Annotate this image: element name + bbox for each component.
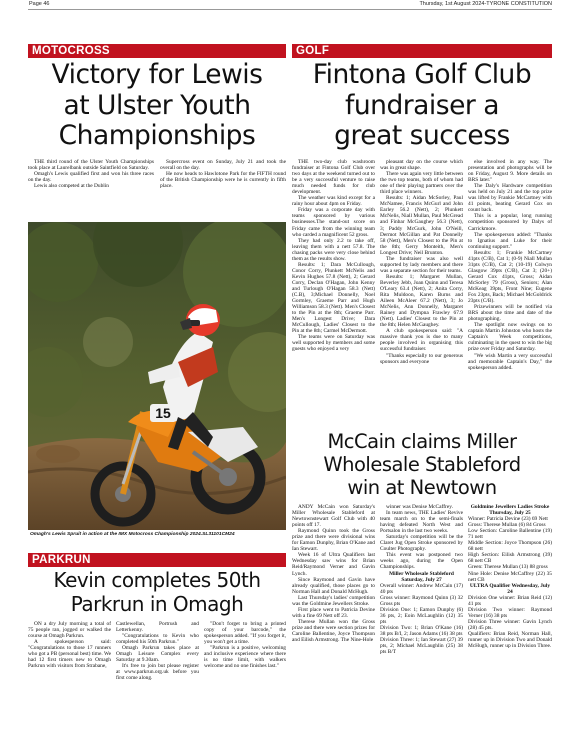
paragraph: "Congratulations to Kevin who completed his 50th Parkrun."	[116, 633, 199, 646]
section-band-golf: GOLF	[292, 44, 552, 58]
paragraph: They had only 2.2 to take off, leaving them with a nett 57.8. The chasing packs were very close behind them as the results show.	[292, 237, 375, 262]
paragraph: Supercross event on Sunday, July 21 and took the overall on the day.	[160, 159, 286, 172]
paragraph: Castlewellan, Portrush and Letterkenny.	[116, 621, 199, 634]
paragraph: There was again very little between the two top teams, both of whom had one of their playing partners over the third place winners.	[380, 171, 463, 196]
paragraph: Week 16 of Ultra Qualifiers last Wednesday saw wins for Brian Reid/Raymond Verner and Gavin Lynch.	[292, 552, 375, 577]
bike-number: 15	[155, 405, 171, 421]
mccain-col-2	[380, 504, 463, 728]
golf-col-2	[380, 159, 463, 425]
paragraph: In team news, THE Ladies' Revive team march on to the semi-finals having defeated North West and Portsalon in the last two weeks.	[380, 510, 463, 535]
paragraph: Division Three: 1; Ian Stewart (27) 39 pts, 2; Michael McLaughlin (25) 38 pts B/T	[380, 637, 463, 656]
paragraph: Division One: 1; Eamon Dunphy (6) 36 pts, 2; Eoin McLaughlin (12) 35 pts	[380, 606, 463, 625]
headline-line: Victory for Lewis	[51, 59, 263, 90]
paragraph: Results: 1; Frankie McCartney 41pts (C/B), Cat 1; (0-9) Niall Mullan 31pts (C/B), Cat 2; (10-19) Colwyn Glasgow 39pts (C/B), Cat 3; (20+) Gerard Cox 41pts, Gross; Aidan McSorley 79 (Gross), Seniors; Alan McKeag 39pts, Front Nine; Eugene Fox 23pts, Back; Michael McGoldrick 23pts (C/B).	[468, 249, 552, 305]
paragraph: winner was Denise McCaffrey.	[386, 504, 453, 510]
paragraph: THE third round of the Ulster Youth Championships took place at Laurelbank outside Saintfield on Saturday.	[28, 159, 154, 172]
headline-line: Fintona Golf Club	[312, 59, 532, 90]
paragraph: "We wish Martin a very successful and memorable Captain's Day," the spokesperson added.	[468, 352, 552, 371]
paragraph: Omagh Parkrun takes place at Omagh Leisure Complex every Saturday at 9.30am.	[116, 645, 199, 664]
page-number: Page 46	[29, 1, 50, 7]
paragraph: "Thanks especially to our generous sponsors and everyone	[380, 352, 463, 365]
headline-line: Championships	[58, 120, 256, 151]
paragraph: Friday was a corporate day with teams sponsored by various businesses.The stand-out score on Friday came from the winning team who carded a magnificent 52 gross.	[292, 207, 375, 238]
paragraph: Results: 1; Margaret Mullan, Beverley Jebb, Joan Quinn and Teresa O'Leary 63.4 (Nett), 2; Anita Corry, Rita Muldoon, Karen Burns and Aileen McAleer 67.2 (Nett), 3; Jo McNelis, Ann Donnelly, Margaret Rainey and Dympna Frawley 67.9 (Nett). Ladies' Closest to the Pin at the 8th; Helen McGaughey.	[380, 273, 463, 329]
paragraph: pleasant day on the course which was in great shape.	[380, 159, 463, 172]
motocross-col-1	[28, 159, 154, 219]
paragraph: Since Raymond and Gavin have already qualified, those places go to Norman Hall and Donald McHugh.	[292, 576, 375, 595]
headline-line: at Ulster Youth	[63, 89, 251, 121]
headline-line: Wholesale Stableford	[323, 453, 521, 476]
paragraph: A club spokesperson said: "A massive thank you is due to many people involved in organising this successful fundraiser.	[380, 328, 463, 353]
headline-line: great success	[334, 120, 510, 151]
mccain-col-3	[468, 504, 552, 728]
golf-headline	[292, 60, 552, 152]
paragraph: This is a popular, long running competition sponsored by Dalys of Carrickmore.	[468, 213, 552, 232]
results-heading: Miller Wholesale Stableford Saturday, July 27	[389, 570, 454, 583]
motocross-headline	[28, 60, 286, 152]
parkrun-col-3	[204, 621, 286, 731]
section-band-motocross: MOTOCROSS	[28, 44, 286, 58]
paragraph: The spokesperson added: "Thanks to Ignatius and Luke for their continuing support."	[468, 231, 552, 250]
golf-col-1	[292, 159, 375, 425]
section-band-parkrun: PARKRUN	[28, 553, 286, 567]
paragraph: It's free to join but please register at www.parkrun.org.uk before you first come along.	[116, 663, 199, 682]
paragraph: THE two-day club washroom fundraiser at Fintona Golf Club over two days at the weekend turned out to be a very successful venture to raise much needed funds for club development.	[292, 159, 375, 196]
paragraph: Division Two winner: Raymond Verner (16) 38 pts	[468, 606, 552, 619]
paragraph: Lewis also competed at the Dublin	[34, 183, 110, 190]
motocross-photo	[28, 222, 286, 530]
paragraph: Prizewinners will be notified via BRS about the time and date of the photographing.	[468, 304, 552, 323]
photo-caption: Omagh's Lewis Spruit in action at the IMX Motocross Championship 2024.SL31101CM24	[30, 532, 235, 537]
paragraph: This event was postponed two weeks ago, during the Open Championships.	[380, 552, 463, 571]
paragraph: Gross: Therese Mullan (6) 84 Gross	[468, 522, 546, 529]
paragraph: The teams were on Saturday was well supported by members and some guests who enjoyed a very	[292, 334, 375, 353]
paragraph: else involved in any way. The presentation and photographs will be on Friday, August 9. More details on BRS later."	[468, 159, 552, 184]
paragraph: Division Two: 1; Brian O'Kane (16) 38 pts B/I, 2; Jason Adams (16) 38 pts	[380, 624, 463, 637]
parkrun-col-1	[28, 621, 111, 731]
paragraph: Therese Mullan won the Gross prize and there were section prizes for Caroline Ballentine, Joyce Thompson and Eilish Armstrong. The Nine-Hole	[292, 618, 375, 644]
paragraph: Last Thursday's ladies' competition was the Goldmine Jewellers Stroke.	[292, 594, 375, 607]
edition-line: Thursday, 1st August 2024-TYRONE CONSTITUTION	[419, 1, 552, 7]
paragraph: Omagh's Lewis qualified first and won his three races on the day.	[28, 171, 154, 184]
paragraph: Division Three winner: Gavin Lynch (28) 45 pts.	[468, 618, 552, 631]
headline-line: win at Newtown	[347, 476, 497, 499]
motocross-col-2	[160, 159, 286, 219]
paragraph: Division One winner: Brian Reid (12) 41 pts	[468, 594, 552, 607]
paragraph: The spotlight now swings on to captain Martin Johnston who hosts the Captain's Week competitions, culminating in the quest to win the big prize over Friday and Saturday.	[468, 322, 552, 353]
paragraph: Raymond Quinn took the Gross prize and there were divisional wins for Eamon Dunphy, Brian O'Kane and Ian Stewart.	[292, 528, 375, 553]
paragraph: High Section: Eilish Armstrong (39) 68 nett CB	[468, 552, 552, 565]
mccain-headline	[292, 430, 552, 499]
paragraph: Results: 1; Aidan McSorley, Paul McNamee, Francis McGurl and John Earley 56.2 (Nett), 2; Plunkett McNelis, Niall Mullan, Paul McGread and Finbar McGaughey 56.3 (Nett), 3; Paddy McGurk, John O'Neill, Dermot McGillan and Pat Donnelly 58 (Nett), Men's Closest to the Pin at the 8th; Gerry Monteith, Men's Longest Drive; Neil Brunton.	[380, 195, 463, 256]
paragraph: Green: Therese Mullan (13) 88 gross	[468, 564, 548, 571]
headline-line: fundraiser a	[345, 89, 499, 121]
paragraph: ANDY McCain won Saturday's Miller Wholesale Stableford at Newtownstewart Golf Club with 40 points off 17.	[292, 504, 375, 529]
results-heading: Goldmine Jewellers Ladies Stroke Thursday, July 25	[470, 504, 550, 517]
paragraph: ON a dry July morning a total of 75 people ran, jogged or walked the course at Omagh Parkrun.	[28, 621, 111, 640]
parkrun-col-2	[116, 621, 199, 731]
paragraph: Saturday's competition will be the Claret Jug Open Stroke sponsored by Coulter Photography.	[380, 534, 463, 553]
parkrun-headline: Kevin completes 50th Parkrun in Omagh	[53, 568, 261, 616]
header-rule	[28, 9, 552, 10]
paragraph: "Parkrun is a positive, welcoming and inclusive experience where there is no time limit, with walkers welcome and no one finishes last."	[204, 645, 286, 670]
headline-line: McCain claims Miller	[327, 430, 517, 453]
motocross-rider-image	[28, 222, 286, 530]
paragraph: The fundraiser was also well supported by lady members and there was a separate section for their teams.	[380, 255, 463, 274]
paragraph: Nine Hole: Denise McCaffrey (22) 35 nett CB	[468, 570, 552, 583]
paragraph: The Daly's Hardware competition was held on July 21 and the top prize was lifted by Frankie McCartney with 41 points, beating Gerard Cox on count back.	[468, 183, 552, 214]
paragraph: He now heads to Hawlotone Park for the FIFTH round of the British Championship were he is currently in fifth place.	[160, 171, 286, 190]
paragraph: Middle Section: Joyce Thompson (26) 68 nett	[468, 540, 552, 553]
paragraph: First place went to Patricia Devine with a fine 69 Nett off 23.	[292, 606, 375, 619]
paragraph: Gross winner: Raymond Quinn (3) 32 Gross pts	[380, 594, 463, 607]
paragraph: Results: 1; Dara McCullough, Conor Corry, Plunkett McNelis and Kevin Hughes 57.8 (Nett), 2; Gerard Corry, Declan O'Hagan, John Kenny and Turlough O'Hagan 58.3 (Nett) (C.B), 3;Michael Donnelly, Noel Gormley, Graeme Parr and Hugh Williamson 58.3 (Nett). Men's Closest to the Pin at the 8th; Graeme Parr. Men's Longest Drive; Dara McCullough, Ladies' Closest to the Pin at the 8th; Carmel McDermott.	[292, 261, 375, 335]
paragraph: A spokesperson said: "Congratulations to those 17 runners who got a PB (personal best) time. We had 12 first timers new to Omagh Parkrun with visitors from Strabane,	[28, 639, 111, 670]
paragraph: Low Section: Caroline Ballentine (19) 71 nett	[468, 528, 552, 541]
paragraph: Qualifiers: Brian Reid, Norman Hall, runner up in Division Two and Donald McHugh, runner up in Division Three.	[468, 630, 552, 650]
paragraph: Winner: Patricia Devine (23) 69 Nett	[468, 516, 548, 523]
paragraph: The weather was kind except for a rainy hour about 4pm on Friday.	[292, 195, 375, 208]
paragraph: Overall winner: Andrew McCain (17) 40 pts	[380, 582, 463, 595]
mccain-col-1	[292, 504, 375, 728]
golf-col-3	[468, 159, 552, 425]
paragraph: "Don't forget to bring a printed copy of your barcode," the spokesperson added. "If you forget it, you won't get a time.	[204, 621, 286, 646]
results-heading: ULTRA Qualifier Wednesday, July 24	[469, 582, 551, 595]
